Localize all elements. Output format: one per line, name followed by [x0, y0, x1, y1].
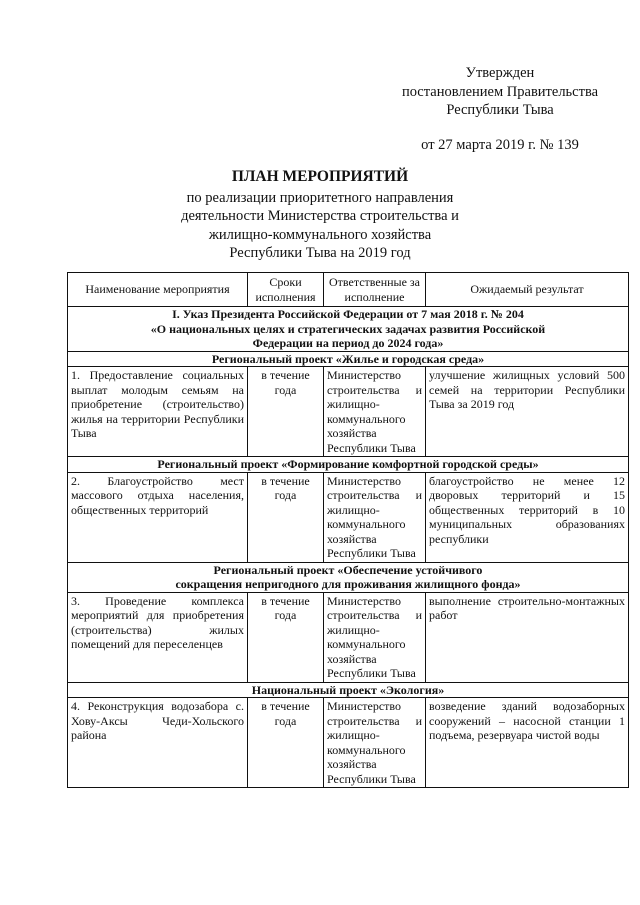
header-result: Ожидаемый результат: [426, 273, 629, 307]
project-row: [68, 351, 629, 367]
section-decree: [68, 307, 629, 352]
row2-name: 2. Благоустройство мест массового отдыха населения, общественных территорий: [68, 472, 248, 562]
project3-line-1: Региональный проект «Обеспечение устойчивого: [213, 562, 483, 577]
title-line-4: Республики Тыва на 2019 год: [229, 245, 411, 261]
project-ecology: Национальный проект «Экология»: [68, 682, 629, 698]
approval-line-2: постановлением Правительства: [401, 83, 599, 100]
row4-name: 4. Реконструкция водозабора с. Хову-Аксы Чеди-Хольского района: [68, 698, 248, 788]
project-row: [68, 562, 629, 592]
title-main: ПЛАН МЕРОПРИЯТИЙ: [231, 168, 409, 185]
title-line-3: жилищно-коммунального хозяйства: [208, 226, 432, 243]
section-row: [68, 307, 629, 352]
project-resettlement: [68, 562, 629, 592]
row2-terms: в течение года: [248, 472, 324, 562]
row3-name: 3. Проведение комплекса мероприятий для приобретения (строительства) жилых помещений для переселенцев: [68, 592, 248, 682]
header-terms: Сроки исполнения: [248, 273, 324, 307]
plan-table: [67, 272, 629, 788]
row4-terms: в течение года: [248, 698, 324, 788]
table-row: [68, 367, 629, 457]
approval-stamp: [375, 64, 625, 154]
project-row: [68, 682, 629, 698]
project-housing: Региональный проект «Жилье и городская среда»: [68, 351, 629, 367]
table-header-row: [68, 273, 629, 307]
table-row: [68, 592, 629, 682]
approval-line-1: Утвержден: [465, 65, 535, 81]
title-line-1: по реализации приоритетного направления: [186, 189, 454, 206]
approval-line-3: Республики Тыва: [446, 102, 554, 118]
section-line-3: Федерации на период до 2024 года»: [252, 336, 444, 350]
row2-result: благоустройство не менее 12 дворовых территорий и 15 общественных территорий в 10 муниципальных образованиях республики: [426, 472, 629, 562]
row3-result: выполнение строительно-монтажных работ: [426, 592, 629, 682]
row3-terms: в течение года: [248, 592, 324, 682]
row3-responsible: Министерство строительства и жилищно-коммунального хозяйства Республики Тыва: [324, 592, 426, 682]
section-line-2: «О национальных целях и стратегических задачах развития Российской: [150, 321, 546, 336]
row4-result: возведение зданий водозаборных сооружений – насосной станции 1 подъема, резервуара чистой воды: [426, 698, 629, 788]
table-row: [68, 698, 629, 788]
title-line-2: деятельности Министерства строительства и: [181, 208, 459, 224]
project3-line-2: сокращения непригодного для проживания жилищного фонда»: [175, 577, 521, 591]
table-row: [68, 472, 629, 562]
project-row: [68, 457, 629, 473]
approval-date: от 27 марта 2019 г. № 139: [421, 136, 579, 153]
row1-terms: в течение года: [248, 367, 324, 457]
project-urban: Региональный проект «Формирование комфортной городской среды»: [68, 457, 629, 473]
row4-responsible: Министерство строительства и жилищно-коммунального хозяйства Республики Тыва: [324, 698, 426, 788]
row1-result: улучшение жилищных условий 500 семей на территории Республики Тыва за 2019 год: [426, 367, 629, 457]
row1-name: 1. Предоставление социальных выплат молодым семьям на приобретение (строительство) жилья на территории Республики Тыва: [68, 367, 248, 457]
document-title: [110, 168, 530, 263]
header-name: Наименование мероприятия: [68, 273, 248, 307]
header-responsible: Ответственные за исполнение: [324, 273, 426, 307]
section-line-1: I. Указ Президента Российской Федерации от 7 мая 2018 г. № 204: [172, 307, 524, 321]
row1-responsible: Министерство строительства и жилищно-коммунального хозяйства Республики Тыва: [324, 367, 426, 457]
row2-responsible: Министерство строительства и жилищно-коммунального хозяйства Республики Тыва: [324, 472, 426, 562]
